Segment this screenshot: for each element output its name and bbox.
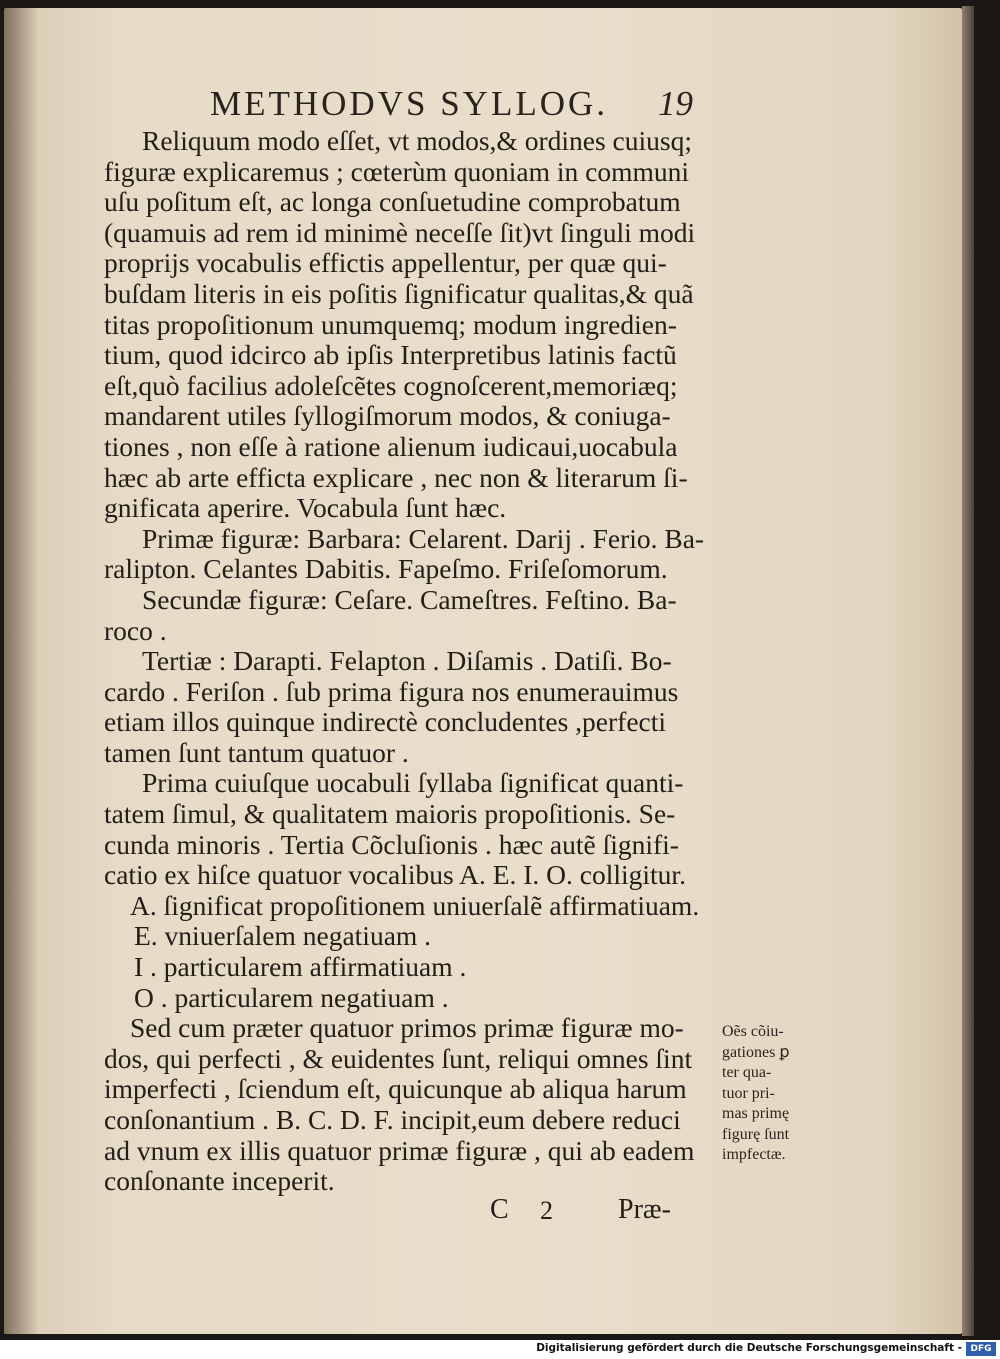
text-line: hæc ab arte efficta explicare , nec non & literarum ſi- bbox=[104, 462, 688, 493]
text-line: ad vnum ex illis quatuor primæ figuræ , qui ab eadem bbox=[104, 1135, 695, 1166]
gutter-shadow bbox=[4, 8, 38, 1334]
margin-note-line: mas primę bbox=[722, 1105, 790, 1122]
margin-note-line: tuor pri- bbox=[722, 1084, 775, 1102]
text-line: figuræ explicaremus ; cœterùm quoniam in communi bbox=[104, 156, 690, 187]
text-line: Primæ figuræ: Barbara: Celarent. Darij . Ferio. Ba- bbox=[142, 523, 705, 554]
text-line: mandarent utiles ſyllogiſmorum modos, & coniuga- bbox=[104, 401, 671, 432]
text-line: O . particularem negatiuam . bbox=[134, 982, 449, 1013]
text-line: etiam illos quinque indirectè concludentes ,perfecti bbox=[104, 707, 667, 738]
text-line: imperfecti , ſciendum eſt, quicunque ab aliqua harum bbox=[104, 1074, 687, 1105]
page-number: 19 bbox=[658, 84, 693, 123]
signature-number: 2 bbox=[540, 1196, 553, 1225]
text-line: buſdam literis in eis poſitis ſignificatur qualitas,& quã bbox=[104, 278, 694, 309]
text-line: Secundæ figuræ: Ceſare. Cameſtres. Feſtino. Ba- bbox=[142, 584, 677, 615]
text-line: conſonante inceperit. bbox=[104, 1166, 335, 1197]
text-line: cardo . Feriſon . ſub prima figura nos enumerauimus bbox=[104, 676, 679, 707]
page-edge bbox=[962, 6, 974, 1336]
text-line: E. vniuerſalem negatiuam . bbox=[134, 921, 432, 952]
text-line: ralipton. Celantes Dabitis. Fapeſmo. Friſeſomorum. bbox=[104, 554, 668, 585]
footer-bar bbox=[0, 1340, 1000, 1359]
margin-note bbox=[722, 1022, 818, 1166]
text-line: tiones , non eſſe à ratione alienum iudicaui,uocabula bbox=[104, 431, 678, 462]
body-text bbox=[104, 126, 724, 1197]
text-line: I . particularem affirmatiuam . bbox=[134, 952, 467, 983]
text-line: Reliquum modo eſſet, vt modos,& ordines cuiusq; bbox=[142, 126, 692, 156]
text-line: tium, quod idcirco ab ipſis Interpretibus latinis factũ bbox=[104, 340, 677, 371]
text-line: dos, qui perfecti , & euidentes ſunt, reliqui omnes ſint bbox=[104, 1043, 693, 1074]
text-line: Prima cuiuſque uocabuli ſyllaba ſignificat quanti- bbox=[142, 768, 684, 799]
dfg-logo: DFG bbox=[966, 1342, 996, 1356]
text-line: Sed cum præter quatuor primos primæ figuræ mo- bbox=[130, 1013, 684, 1044]
text-line: A. ſignificat propoſitionem uniuerſalẽ affirmatiuam. bbox=[130, 890, 700, 921]
text-line: eſt,quò facilius adoleſcẽtes cognoſcerent,memoriæq; bbox=[104, 370, 678, 401]
text-line: gnificata aperire. Vocabula ſunt hæc. bbox=[104, 493, 507, 524]
text-line: Tertiæ : Darapti. Felapton . Diſamis . Datiſi. Bo- bbox=[142, 646, 672, 677]
text-line: uſu poſitum eſt, ac longa conſuetudine comprobatum bbox=[104, 187, 681, 218]
text-line: proprijs vocabulis effictis appellentur, per quæ qui- bbox=[104, 248, 667, 279]
text-line: tatem ſimul, & qualitatem maioris propoſitionis. Se- bbox=[104, 799, 676, 830]
text-line: (quamuis ad rem id minimè neceſſe ſit)vt ſinguli modi bbox=[104, 217, 696, 248]
margin-note-line: ter qua- bbox=[722, 1064, 772, 1081]
funding-credit: Digitalisierung gefördert durch die Deutsche Forschungsgemeinschaft - bbox=[536, 1342, 962, 1354]
margin-note-line: Oẽs cõiu- bbox=[722, 1023, 784, 1040]
catchword: Præ- bbox=[618, 1194, 671, 1225]
page-header bbox=[210, 84, 730, 128]
text-line: tamen ſunt tantum quatuor . bbox=[104, 737, 409, 768]
text-line: titas propoſitionum unumquemq; modum ingredien- bbox=[104, 309, 677, 340]
signature-mark: C bbox=[490, 1194, 509, 1225]
margin-note-line: figurę ſunt bbox=[722, 1125, 790, 1143]
text-line: catio ex hiſce quatuor vocalibus A. E. I. O. colligitur. bbox=[104, 860, 686, 891]
margin-note-line: gationes ꝑ bbox=[722, 1043, 790, 1061]
text-line: cunda minoris . Tertia Cõcluſionis . hæc autẽ ſignifi- bbox=[104, 829, 679, 860]
text-line: conſonantium . B. C. D. F. incipit,eum debere reduci bbox=[104, 1105, 681, 1135]
margin-note-line: impfectæ. bbox=[722, 1146, 786, 1163]
running-head: METHODVS SYLLOG. bbox=[210, 84, 608, 123]
text-line: roco . bbox=[104, 615, 167, 646]
signature-line bbox=[490, 1194, 690, 1230]
